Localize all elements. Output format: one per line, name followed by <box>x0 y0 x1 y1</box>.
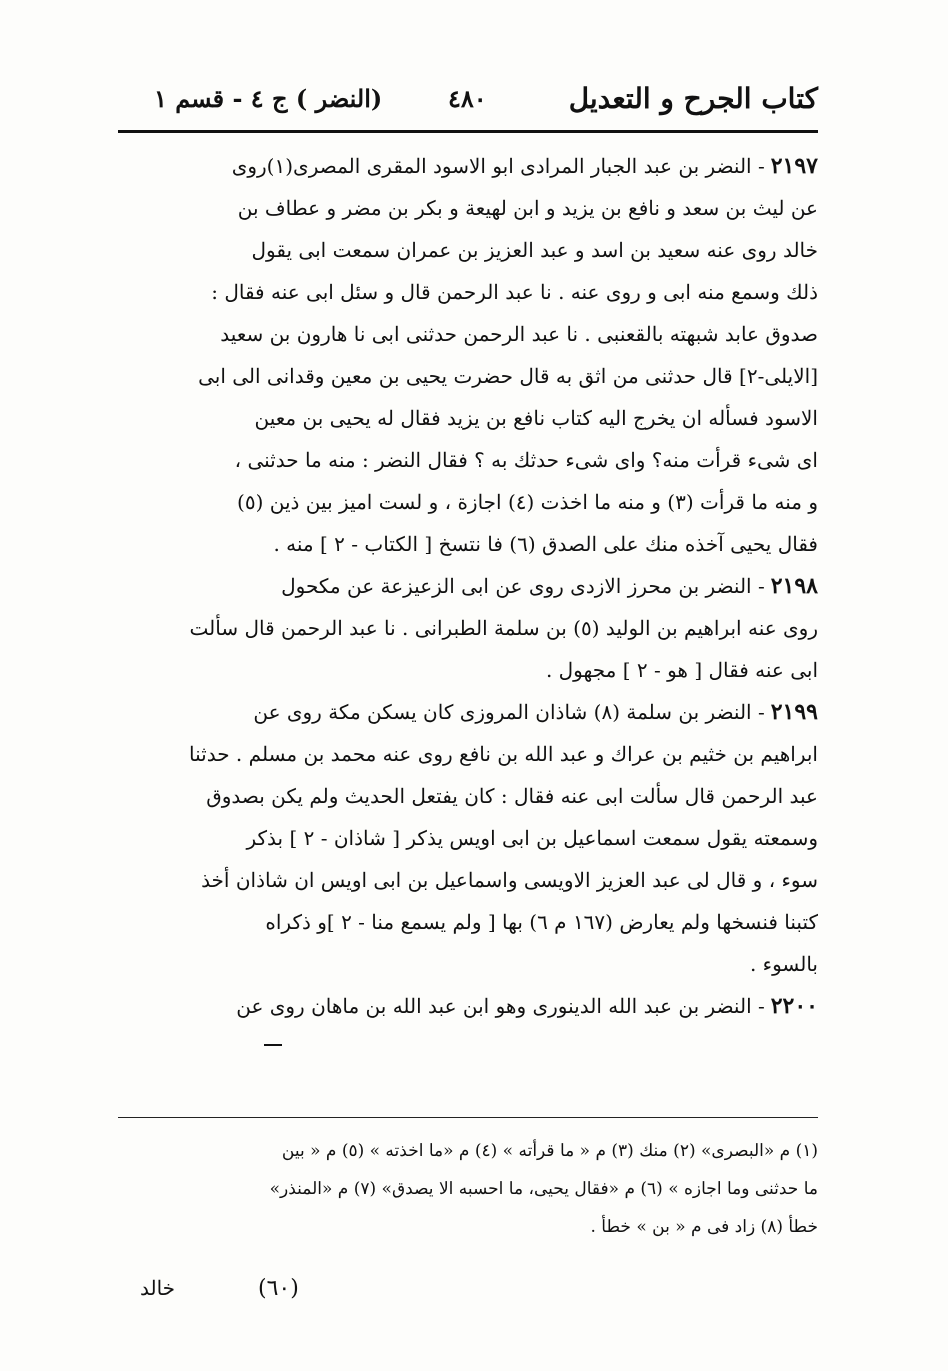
entry-number: ٢١٩٨ <box>770 573 818 599</box>
entry-line: اى شىء قرأت منه؟ واى شىء حدثك به ؟ فقال النضر : منه ما حدثنى ، <box>234 448 818 472</box>
entry-line: كتبنا فنسخها ولم يعارض (١٦٧ م ٦) بها [ ولم يسمع منا - ٢ ]و ذكراه <box>265 910 818 934</box>
entry-line: ٢١٩٩- النضر بن سلمة (٨) شاذان المروزى كان يسكن مكة روى عن <box>253 699 818 725</box>
page-number: ٤٨٠ <box>448 84 487 113</box>
entry-line: ذلك وسمع منه ابى و روى عنه . نا عبد الرحمن قال و سئل ابى عنه فقال : <box>211 280 818 304</box>
entry-line: سوء ، و قال لى عبد العزيز الاويسى واسماعيل بن ابى اويس ان شاذان أخذ <box>201 868 818 892</box>
running-header <box>118 80 818 126</box>
line-mark <box>264 1044 282 1046</box>
entry-line: وسمعته يقول سمعت اسماعيل بن ابى اويس يذكر [ شاذان - ٢ ] بذكر <box>246 826 818 850</box>
footnote-rule <box>118 1117 818 1118</box>
entry-line: ابى عنه فقال [ هو - ٢ ] مجهول . <box>545 658 818 682</box>
sheet-number: (٦٠) <box>258 1276 299 1301</box>
entry-line: صدوق عابد شبهته بالقعنبى . نا عبد الرحمن حدثنى ابى نا هارون بن سعيد <box>220 322 818 346</box>
section-label: (النضر ) ج ٤ - قسم ١ <box>154 84 383 113</box>
entry-line: فقال يحيى آخذه منك على الصدق (٦) فا نتسخ [ الكتاب - ٢ ] منه . <box>273 532 818 556</box>
footnote-line: خطأ (٨) زاد فى م « بن » خطأ . <box>590 1217 818 1237</box>
entry-line: بالسوء . <box>749 952 818 976</box>
footnote-line: (١) م «البصرى» (٢) منك (٣) م « ما قرأته » (٤) م «ما اخذته » (٥) م « بين <box>281 1141 818 1161</box>
book-title: كتاب الجرح و التعديل <box>568 82 818 115</box>
entry-line: ٢١٩٨- النضر بن محرز الازدى روى عن ابى الزعيزعة عن مكحول <box>281 573 818 599</box>
catchword: خالد <box>140 1276 176 1300</box>
entry-line: خالد روى عنه سعيد بن اسد و عبد العزيز بن عمران سمعت ابى يقول <box>251 238 818 262</box>
footnotes <box>120 1132 818 1246</box>
header-rule <box>118 130 818 133</box>
entry-line: [الايلى-٢] قال حدثنى من اثق به قال حضرت يحيى بن معين وقدانى الى ابى <box>198 364 818 388</box>
entry-number: ٢١٩٧ <box>770 153 818 179</box>
footnote-line: ما حدثنى وما اجازه » (٦) م «فقال يحيى، ما احسبه الا يصدق» (٧) م «المنذر» <box>269 1179 818 1199</box>
entry-line: و منه ما قرأت (٣) و منه ما اخذت (٤) اجازة ، و لست اميز بين ذين (٥) <box>237 490 818 514</box>
entry-line: عبد الرحمن قال سألت ابى عنه فقال : كان يفتعل الحديث ولم يكن بصدوق <box>206 784 818 808</box>
entry-number: ٢١٩٩ <box>770 699 818 725</box>
entry-line: ٢٢٠٠- النضر بن عبد الله الدينورى وهو ابن عبد الله بن ماهان روى عن <box>236 993 818 1019</box>
entry-line: ابراهيم بن خثيم بن عراك و عبد الله بن نافع روى عنه محمد بن مسلم . حدثنا <box>189 742 818 766</box>
entry-line: عن ليث بن سعد و نافع بن يزيد و ابن لهيعة و بكر بن مضر و عطاف بن <box>237 196 818 220</box>
entry-line: روى عنه ابراهيم بن الوليد (٥) بن سلمة الطبرانى . نا عبد الرحمن قال سألت <box>189 616 818 640</box>
entry-line: ٢١٩٧- النضر بن عبد الجبار المرادى ابو الاسود المقرى المصرى(١)روى <box>231 153 818 179</box>
entry-number: ٢٢٠٠ <box>770 993 818 1019</box>
entry-line: الاسود فسأله ان يخرج اليه كتاب نافع بن يزيد فقال له يحيى بن معين <box>254 406 818 430</box>
main-text <box>128 145 818 1027</box>
